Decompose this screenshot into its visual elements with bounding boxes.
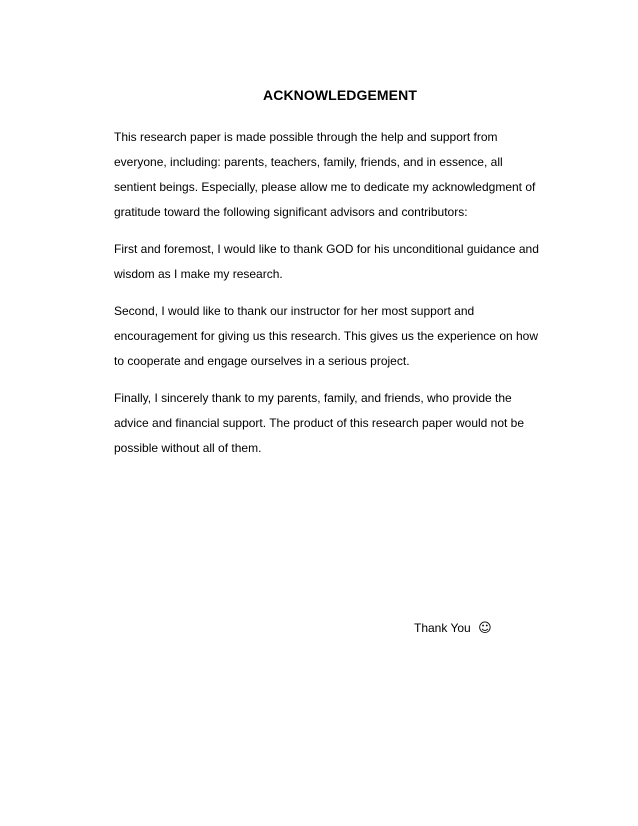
paragraph-second: [114, 299, 564, 374]
closing-line: [414, 621, 492, 636]
paragraph-line: encouragement for giving us this research. This gives us the experience on how: [114, 329, 539, 343]
paragraph-line: advice and financial support. The product of this research paper would not be: [114, 416, 525, 430]
paragraph-line: First and foremost, I would like to thank GOD for his unconditional guidance and: [114, 242, 539, 256]
smiley-face-icon: ☺: [478, 621, 492, 636]
paragraph-finally: [114, 386, 564, 461]
paragraph-line: everyone, including: parents, teachers, family, friends, and in essence, all: [114, 155, 503, 169]
paragraph-line: Second, I would like to thank our instructor for her most support and: [114, 304, 475, 318]
paragraph-line: to cooperate and engage ourselves in a serious project.: [114, 354, 410, 368]
document-title: ACKNOWLEDGEMENT: [263, 87, 417, 103]
closing-text: Thank You: [414, 621, 471, 635]
paragraph-line: This research paper is made possible through the help and support from: [114, 130, 498, 144]
paragraph-line: possible without all of them.: [114, 441, 262, 455]
paragraph-first: [114, 237, 564, 287]
paragraph-intro: [114, 125, 564, 225]
document-body: [114, 125, 564, 473]
paragraph-line: wisdom as I make my research.: [114, 267, 283, 281]
paragraph-line: sentient beings. Especially, please allow me to dedicate my acknowledgment of: [114, 180, 536, 194]
paragraph-line: gratitude toward the following significant advisors and contributors:: [114, 205, 468, 219]
paragraph-line: Finally, I sincerely thank to my parents, family, and friends, who provide the: [114, 391, 512, 405]
